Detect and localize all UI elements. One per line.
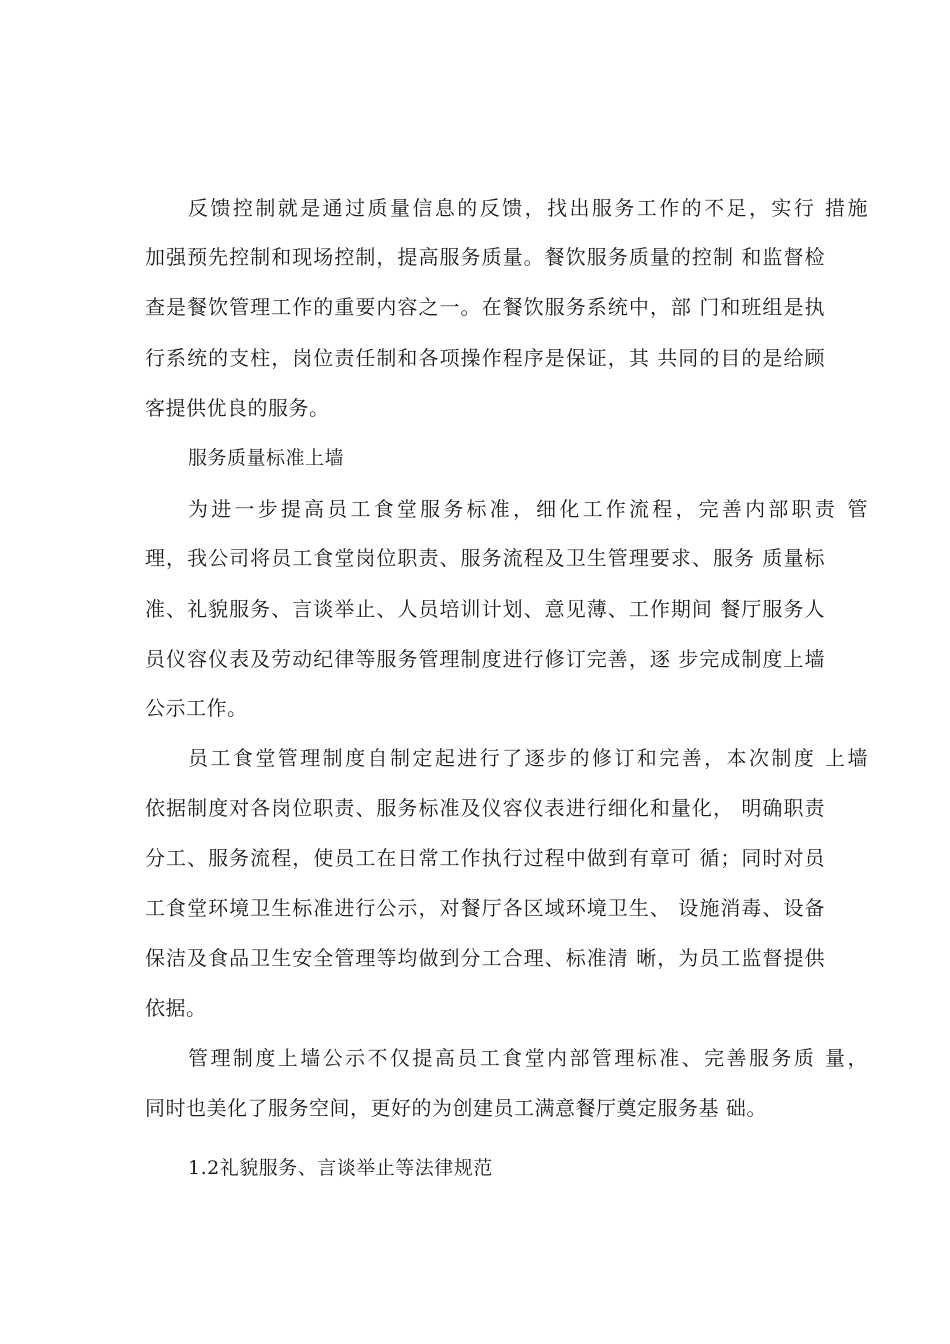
- paragraph-1-line-1: 反馈控制就是通过质量信息的反馈，找出服务工作的不足，实行 措施: [188, 196, 868, 220]
- paragraph-3-line-2: 理，我公司将员工食堂岗位职责、服务流程及卫生管理要求、服务 质量标: [145, 546, 825, 570]
- section-heading-service-standards: 服务质量标准上墙: [188, 447, 345, 469]
- paragraph-1-line-4: 行系统的支柱，岗位责任制和各项操作程序是保证，其 共同的目的是给顾: [145, 346, 825, 370]
- paragraph-3-line-3: 准、礼貌服务、言谈举止、人员培训计划、意见薄、工作期间 餐厅服务人: [145, 597, 825, 621]
- paragraph-1-line-2: 加强预先控制和现场控制，提高服务质量。餐饮服务质量的控制 和监督检: [145, 245, 825, 269]
- paragraph-4-line-3: 分工、服务流程，使员工在日常工作执行过程中做到有章可 循；同时对员: [145, 846, 825, 870]
- paragraph-5-line-2: 同时也美化了服务空间，更好的为创建员工满意餐厅奠定服务基 础。: [145, 1096, 767, 1120]
- paragraph-4-line-4: 工食堂环境卫生标准进行公示，对餐厅各区域环境卫生、 设施消毒、设备: [145, 896, 825, 920]
- paragraph-4-line-5: 保洁及食品卫生安全管理等均做到分工合理、标准清 晰，为员工监督提供: [145, 946, 825, 970]
- paragraph-3-line-1: 为进一步提高员工食堂服务标准，细化工作流程，完善内部职责 管: [188, 497, 868, 521]
- paragraph-5-line-1: 管理制度上墙公示不仅提高员工食堂内部管理标准、完善服务质 量，: [188, 1046, 868, 1070]
- section-heading-1-2: 1.2礼貌服务、言谈举止等法律规范: [188, 1157, 493, 1179]
- paragraph-3-line-4: 员仪容仪表及劳动纪律等服务管理制度进行修订完善，逐 步完成制度上墙: [145, 647, 825, 671]
- paragraph-4-line-2: 依据制度对各岗位职责、服务标准及仪容仪表进行细化和量化， 明确职责: [145, 796, 825, 820]
- paragraph-4-line-1: 员工食堂管理制度自制定起进行了逐步的修订和完善，本次制度 上墙: [188, 746, 868, 770]
- paragraph-3-line-5: 公示工作。: [145, 696, 248, 720]
- paragraph-1-line-3: 查是餐饮管理工作的重要内容之一。在餐饮服务系统中，部 门和班组是执: [145, 295, 825, 319]
- paragraph-1-line-5: 客提供优良的服务。: [145, 396, 330, 420]
- paragraph-4-line-6: 依据。: [145, 996, 207, 1020]
